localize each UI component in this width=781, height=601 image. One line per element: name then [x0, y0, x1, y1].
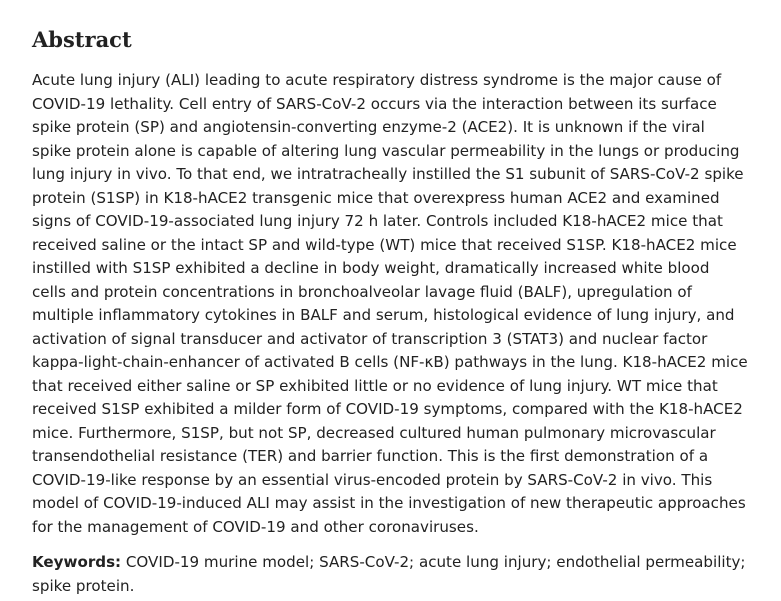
keywords-text: COVID-19 murine model; SARS-CoV-2; acute lung injury; endothelial permeability; spike protein.	[32, 553, 746, 595]
abstract-heading: Abstract	[32, 27, 132, 52]
keywords-line	[32, 551, 748, 598]
abstract-body: Acute lung injury (ALI) leading to acute respiratory distress syndrome is the major cause of COVID-19 lethality. Cell entry of SARS-CoV-2 occurs via the interaction between its surface spike protein (SP) and angiotensin-converting enzyme-2 (ACE2). It is unknown if the viral spike protein alone is capable of altering lung vascular permeability in the lungs or producing lung injury in vivo. To that end, we intratracheally instilled the S1 subunit of SARS-CoV-2 spike protein (S1SP) in K18-hACE2 transgenic mice that overexpress human ACE2 and examined signs of COVID-19-associated lung injury 72 h later. Controls included K18-hACE2 mice that received saline or the intact SP and wild-type (WT) mice that received S1SP. K18-hACE2 mice instilled with S1SP exhibited a decline in body weight, dramatically increased white blood cells and protein concentrations in bronchoalveolar lavage fluid (BALF), upregulation of multiple inflammatory cytokines in BALF and serum, histological evidence of lung injury, and activation of signal transducer and activator of transcription 3 (STAT3) and nuclear factor kappa-light-chain-enhancer of activated B cells (NF-κB) pathways in the lung. K18-hACE2 mice that received either saline or SP exhibited little or no evidence of lung injury. WT mice that received S1SP exhibited a milder form of COVID-19 symptoms, compared with the K18-hACE2 mice. Furthermore, S1SP, but not SP, decreased cultured human pulmonary microvascular transendothelial resistance (TER) and barrier function. This is the first demonstration of a COVID-19-like response by an essential virus-encoded protein by SARS-CoV-2 in vivo. This model of COVID-19-induced ALI may assist in the investigation of new therapeutic approaches for the management of COVID-19 and other coronaviruses.	[32, 71, 748, 536]
keywords-label: Keywords:	[32, 553, 122, 571]
abstract-section	[32, 26, 748, 598]
